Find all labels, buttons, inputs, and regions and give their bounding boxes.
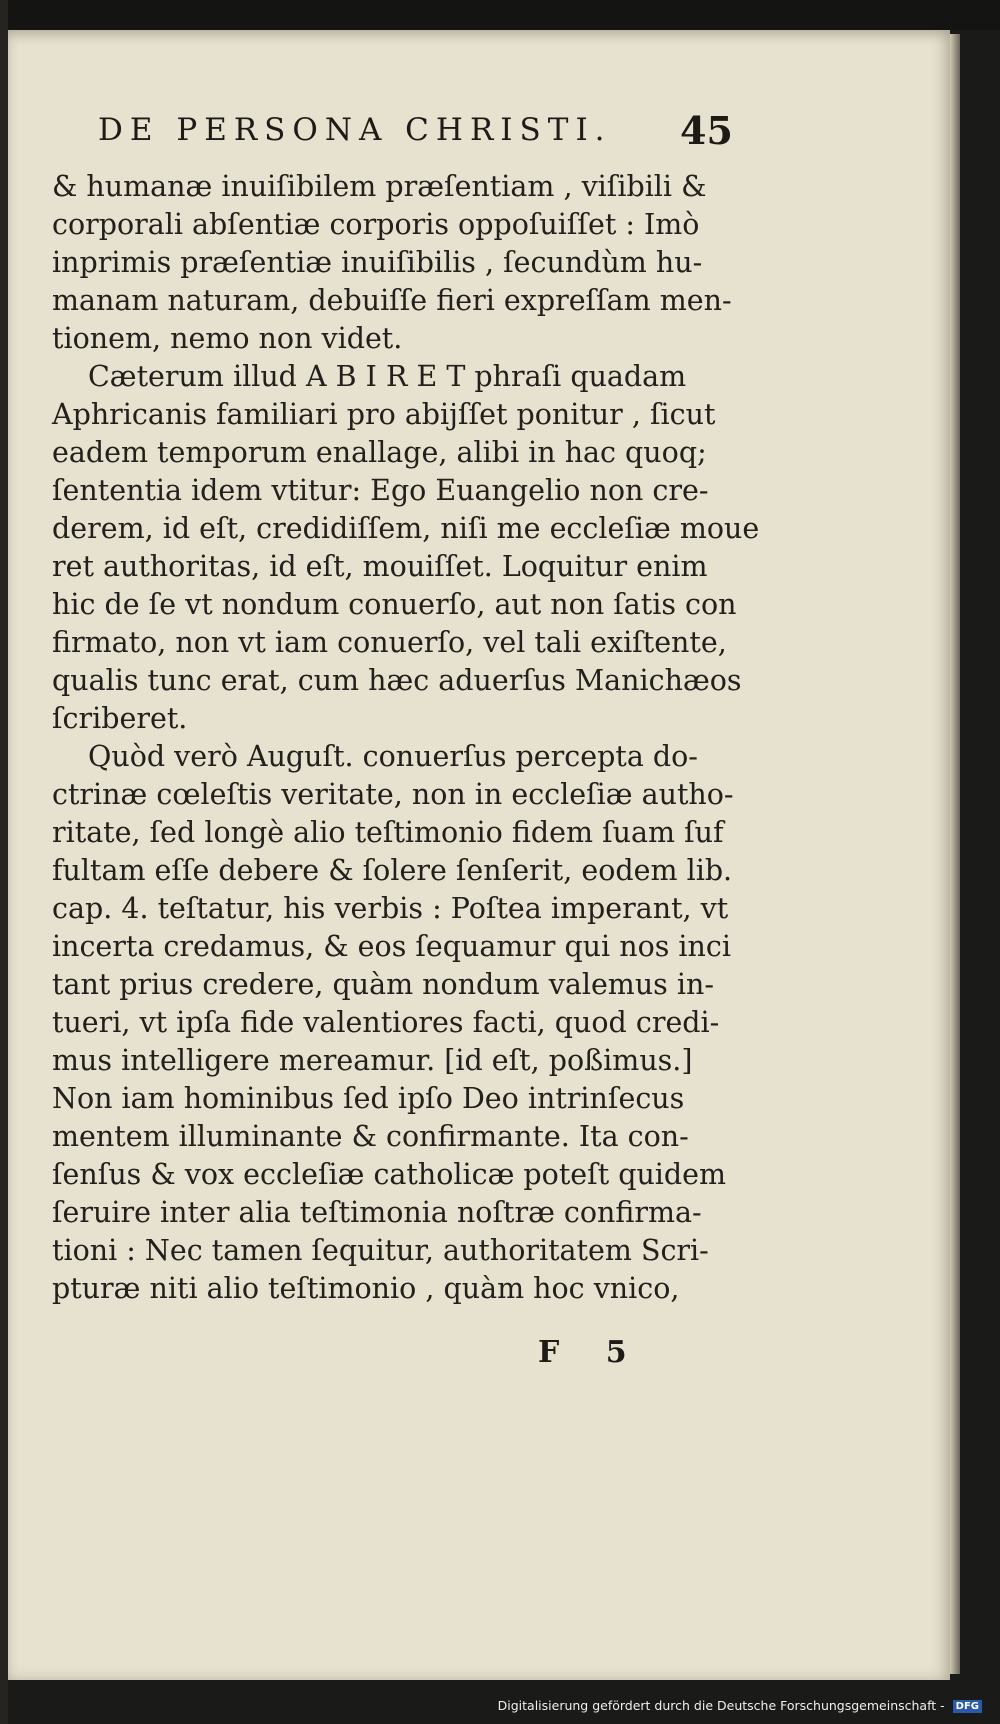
- page-number: 45: [680, 108, 733, 153]
- scan-background-top: [0, 0, 1000, 30]
- text-line: ſenſus & vox eccleſiæ catholicæ poteſt quidem: [52, 1158, 727, 1191]
- text-line: corporali abſentiæ corporis oppoſuiſſet : Imò: [52, 208, 700, 241]
- text-line: mentem illuminante & confirmante. Ita con-: [52, 1120, 689, 1153]
- text-line: Aphricanis familiari pro abijſſet ponitur , ſicut: [52, 398, 716, 431]
- text-line: inprimis præſentiæ inuiſibilis , ſecundùm hu-: [52, 246, 703, 279]
- signature-mark: F 5: [538, 1335, 645, 1370]
- scan-background-left: [0, 0, 8, 1724]
- text-line: ret authoritas, id eſt, mouiſſet. Loquitur enim: [52, 550, 708, 583]
- text-line: Cæterum illud A B I R E T phraſi quadam: [88, 360, 687, 393]
- text-line: tionem, nemo non videt.: [52, 322, 403, 355]
- text-line: firmato, non vt iam conuerſo, vel tali exiſtente,: [52, 626, 727, 659]
- text-line: ſeruire inter alia teſtimonia noſtræ confirma-: [52, 1196, 702, 1229]
- digitization-credit: [0, 1698, 982, 1713]
- text-line: mus intelligere mereamur. [id eſt, poßimus.]: [52, 1044, 693, 1077]
- text-line: fultam eſſe debere & ſolere ſenſerit, eodem lib.: [52, 854, 733, 887]
- text-line: manam naturam, debuiſſe fieri expreſſam men-: [52, 284, 732, 317]
- dfg-logo: DFG: [953, 1700, 982, 1713]
- text-line: tueri, vt ipſa fide valentiores facti, quod credi-: [52, 1006, 720, 1039]
- page-edge-shadow: [950, 34, 960, 1674]
- text-line: & humanæ inuiſibilem præſentiam , viſibili &: [52, 170, 707, 203]
- text-line: tant prius credere, quàm nondum valemus in-: [52, 968, 714, 1001]
- text-line: Non iam hominibus ſed ipſo Deo intrinſecus: [52, 1082, 685, 1115]
- text-line: derem, id eſt, credidiſſem, niſi me eccleſiæ moue: [52, 512, 760, 545]
- text-line: ſcriberet.: [52, 702, 188, 735]
- text-line: eadem temporum enallage, alibi in hac quoq;: [52, 436, 707, 469]
- text-line: ſententia idem vtitur: Ego Euangelio non cre-: [52, 474, 709, 507]
- text-line: ritate, ſed longè alio teſtimonio fidem ſuam ſuf: [52, 816, 724, 849]
- text-line: incerta credamus, & eos ſequamur qui nos inci: [52, 930, 731, 963]
- text-line: cap. 4. teſtatur, his verbis : Poſtea imperant, vt: [52, 892, 729, 925]
- text-line: qualis tunc erat, cum hæc aduerſus Manichæos: [52, 664, 742, 697]
- running-head: DE PERSONA CHRISTI.: [98, 112, 612, 148]
- text-line: ctrinæ cœleſtis veritate, non in eccleſiæ autho-: [52, 778, 734, 811]
- text-line: hic de ſe vt nondum conuerſo, aut non ſatis con: [52, 588, 737, 621]
- text-line: pturæ niti alio teſtimonio , quàm hoc vnico,: [52, 1272, 680, 1305]
- credit-text: Digitalisierung gefördert durch die Deutsche Forschungsgemeinschaft -: [497, 1698, 945, 1713]
- text-line: Quòd verò Auguſt. conuerſus percepta do-: [88, 740, 698, 773]
- text-line: tioni : Nec tamen ſequitur, authoritatem Scri-: [52, 1234, 709, 1267]
